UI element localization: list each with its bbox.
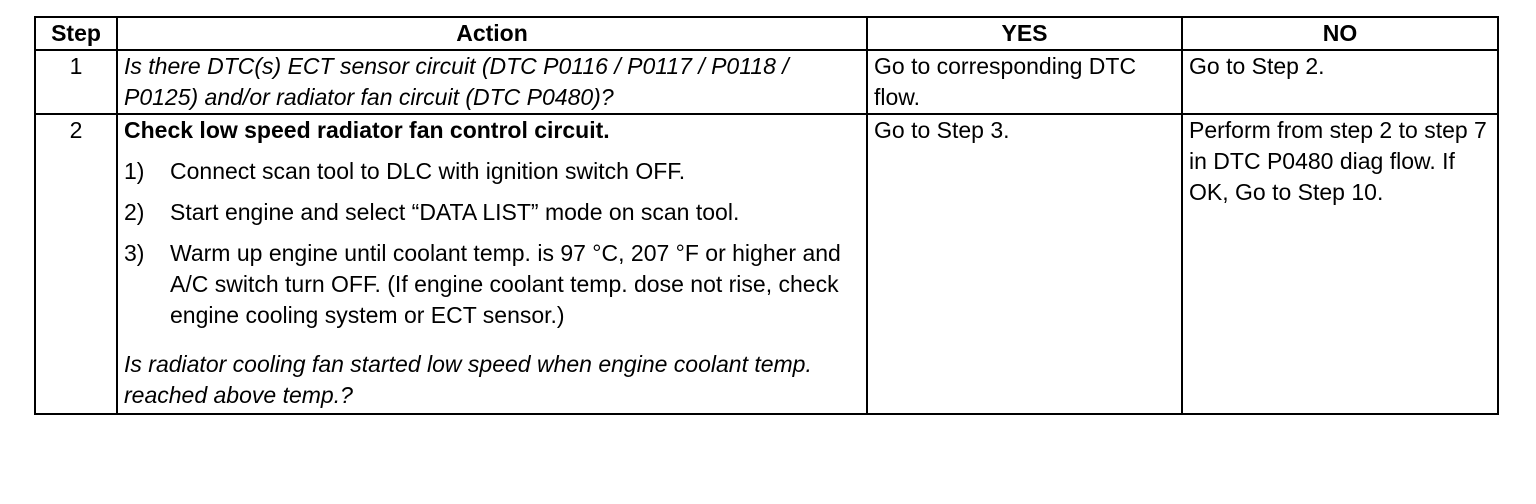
diagnostic-table — [34, 16, 1499, 415]
substep-item — [124, 197, 860, 228]
action-cell — [117, 50, 867, 114]
substep-item — [124, 156, 860, 187]
step-number: 2 — [35, 114, 117, 414]
substep-text: Start engine and select “DATA LIST” mode on scan tool. — [170, 199, 740, 225]
header-row — [35, 17, 1498, 50]
header-action: Action — [117, 17, 867, 50]
no-cell: Go to Step 2. — [1182, 50, 1498, 114]
yes-cell: Go to corresponding DTC flow. — [867, 50, 1182, 114]
header-no: NO — [1182, 17, 1498, 50]
yes-cell: Go to Step 3. — [867, 114, 1182, 414]
substep-item — [124, 238, 860, 331]
table-row — [35, 50, 1498, 114]
substep-text: Connect scan tool to DLC with ignition switch OFF. — [170, 158, 686, 184]
substep-list — [124, 156, 860, 331]
header-step: Step — [35, 17, 117, 50]
header-yes: YES — [867, 17, 1182, 50]
action-question: Is radiator cooling fan started low speed when engine coolant temp. reached above temp.? — [124, 351, 812, 408]
action-cell — [117, 114, 867, 414]
action-title: Check low speed radiator fan control circuit. — [124, 117, 610, 143]
substep-number: 2) — [124, 199, 145, 225]
no-cell: Perform from step 2 to step 7 in DTC P0480 diag flow. If OK, Go to Step 10. — [1182, 114, 1498, 414]
action-question: Is there DTC(s) ECT sensor circuit (DTC P0116 / P0117 / P0118 / P0125) and/or radiator fan circuit (DTC P0480)? — [124, 53, 789, 110]
step-number: 1 — [35, 50, 117, 114]
substep-number: 3) — [124, 240, 145, 266]
substep-number: 1) — [124, 158, 145, 184]
substep-text: Warm up engine until coolant temp. is 97 °C, 207 °F or higher and A/C switch turn OFF. (If engine coolant temp. dose not rise, check engine cooling system or ECT sensor.) — [170, 240, 841, 328]
table-row — [35, 114, 1498, 414]
